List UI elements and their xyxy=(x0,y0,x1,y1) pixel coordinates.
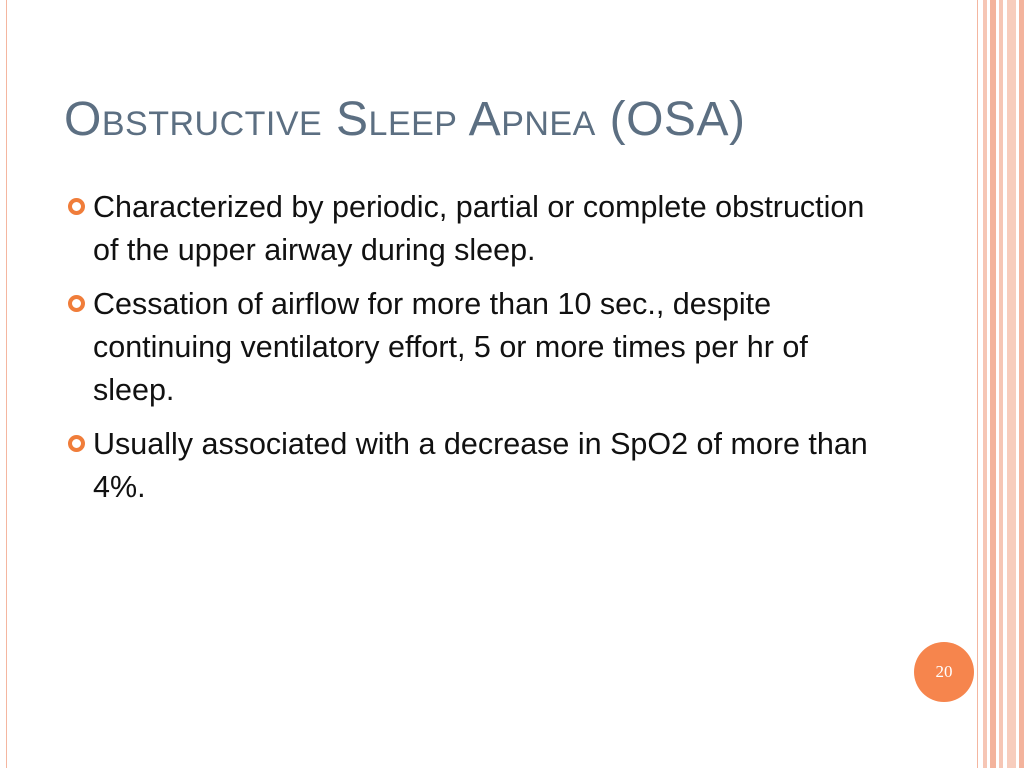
circle-bullet-icon xyxy=(68,198,85,215)
decorative-stripe xyxy=(1019,0,1024,768)
frame-left-line xyxy=(6,0,7,768)
bullet-text: Usually associated with a decrease in SpO2 of more than 4%. xyxy=(93,427,877,504)
bullet-item xyxy=(64,186,884,272)
decorative-stripe xyxy=(999,0,1003,768)
slide-title: Obstructive Sleep Apnea (OSA) xyxy=(64,93,746,146)
decorative-stripe xyxy=(983,0,987,768)
bullet-text: Cessation of airflow for more than 10 sec., despite continuing ventilatory effort, 5 or more times per hr of sleep. xyxy=(93,287,817,407)
page-number-badge: 20 xyxy=(914,642,974,702)
circle-bullet-icon xyxy=(68,295,85,312)
bullet-list xyxy=(64,186,884,520)
frame-right-line xyxy=(977,0,978,768)
bullet-item xyxy=(64,283,884,412)
decorative-stripe xyxy=(990,0,996,768)
bullet-item xyxy=(64,423,884,509)
bullet-text: Characterized by periodic, partial or complete obstruction of the upper airway during sleep. xyxy=(93,190,873,267)
decorative-stripe xyxy=(1007,0,1016,768)
circle-bullet-icon xyxy=(68,435,85,452)
